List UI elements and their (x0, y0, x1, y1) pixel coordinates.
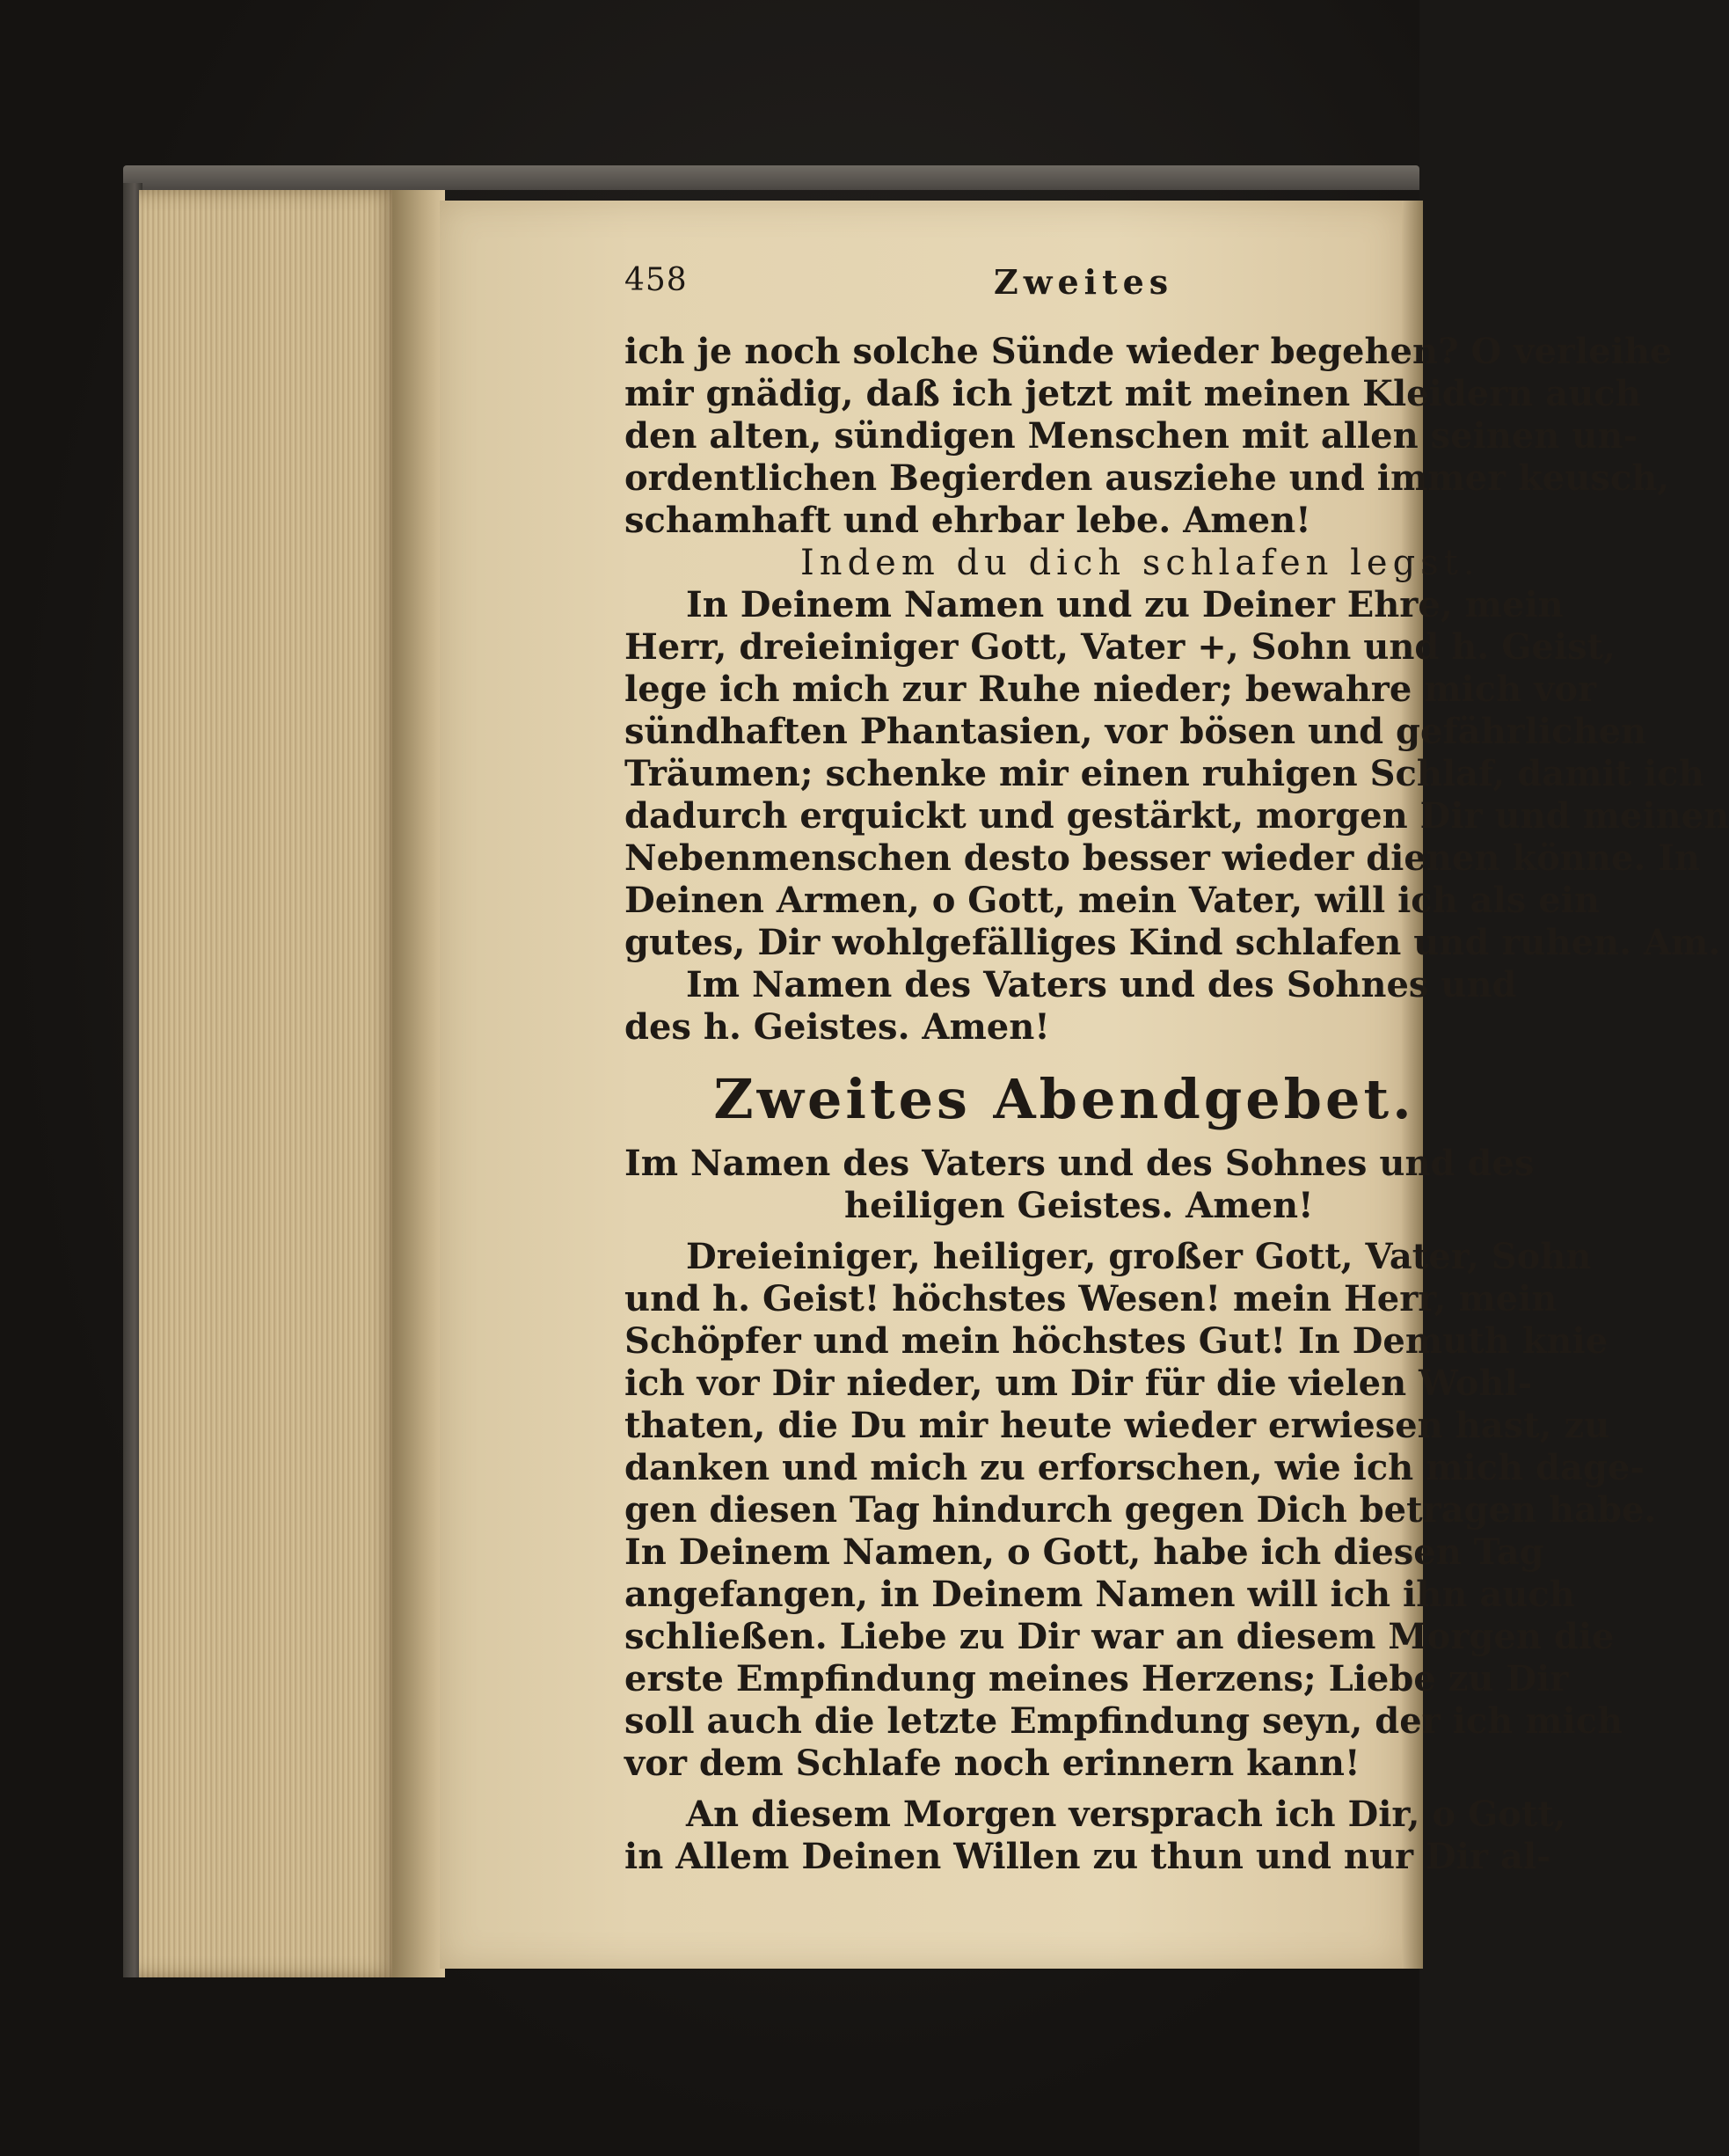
text-line: Deinen Armen, o Gott, mein Vater, will ich als ein (624, 880, 1600, 921)
text-line: des h. Geistes. Amen! (624, 1006, 1050, 1048)
page-number: 458 (624, 262, 688, 298)
text-line: ich vor Dir nieder, um Dir für die vielen Wohl- (624, 1363, 1533, 1404)
text-line: schließen. Liebe zu Dir war an diesem Morgen die (624, 1616, 1615, 1657)
text-line: ordentlichen Begierden ausziehe und immer keusch, (624, 457, 1670, 499)
text-line: angefangen, in Deinem Namen will ich ihn auch (624, 1574, 1575, 1615)
text-line: erste Empfindung meines Herzens; Liebe zu Dir (624, 1658, 1569, 1699)
text-line: Dreieiniger, heiliger, großer Gott, Vater, Sohn (686, 1236, 1592, 1277)
section-subtitle: Indem du dich schlafen legst. (800, 543, 1480, 583)
text-line: schamhaft und ehrbar lebe. Amen! (624, 500, 1311, 541)
text-line: lege ich mich zur Ruhe nieder; bewahre mich vor (624, 669, 1597, 710)
page (440, 201, 1729, 1969)
text-line: und h. Geist! höchstes Wesen! mein Herr, mein (624, 1278, 1558, 1319)
text-line: Herr, dreieiniger Gott, Vater +, Sohn und h. Geist, (624, 626, 1616, 668)
text-line: danken und mich zu erforschen, wie ich mich dage- (624, 1447, 1645, 1488)
book-cover-top (123, 165, 1419, 190)
text-line: gutes, Dir wohlgefälliges Kind schlafen und ruhen. Am. (624, 922, 1721, 963)
text-line: In Deinem Namen, o Gott, habe ich diesen Tag (624, 1531, 1544, 1573)
text-line: heiligen Geistes. Amen! (844, 1185, 1314, 1226)
page-gutter (392, 190, 445, 1977)
text-line: An diesem Morgen versprach ich Dir, o Gott, (686, 1794, 1566, 1835)
text-line: soll auch die letzte Empfindung seyn, der ich mich (624, 1700, 1623, 1742)
text-line: Im Namen des Vaters und des Sohnes und (686, 964, 1517, 1005)
running-head: Zweites (994, 262, 1174, 302)
text-line: Im Namen des Vaters und des Sohnes und des (624, 1143, 1535, 1184)
text-line: den alten, sündigen Menschen mit allen seinen un- (624, 415, 1638, 457)
text-line: In Deinem Namen und zu Deiner Ehre, mein (686, 584, 1564, 625)
page-block-edges (139, 190, 403, 1977)
section-heading: Zweites Abendgebet. (713, 1067, 1415, 1131)
text-line: sündhaften Phantasien, vor bösen und gefährlichen (624, 711, 1647, 752)
text-line: in Allem Deinen Willen zu thun und nur Dir al- (624, 1836, 1551, 1877)
text-line: Nebenmenschen desto besser wieder dienen könne. In (624, 837, 1701, 879)
text-line: vor dem Schlafe noch erinnern kann! (624, 1743, 1361, 1784)
text-line: ich je noch solche Sünde wieder begehen? O verleihe (624, 331, 1673, 372)
page-header (624, 262, 1504, 306)
text-line: mir gnädig, daß ich jetzt mit meinen Kleidern auch (624, 373, 1641, 414)
text-line: gen diesen Tag hindurch gegen Dich betragen habe. (624, 1489, 1657, 1531)
text-line: Schöpfer und mein höchstes Gut! In Demuth knie (624, 1320, 1609, 1362)
text-line: dadurch erquickt und gestärkt, morgen Dir und meinen (624, 795, 1729, 837)
open-book (123, 165, 1729, 1977)
text-line: thaten, die Du mir heute wieder erwiesen hast, zu (624, 1405, 1610, 1446)
text-line: Träumen; schenke mir einen ruhigen Schlaf, damit ich (624, 753, 1704, 794)
